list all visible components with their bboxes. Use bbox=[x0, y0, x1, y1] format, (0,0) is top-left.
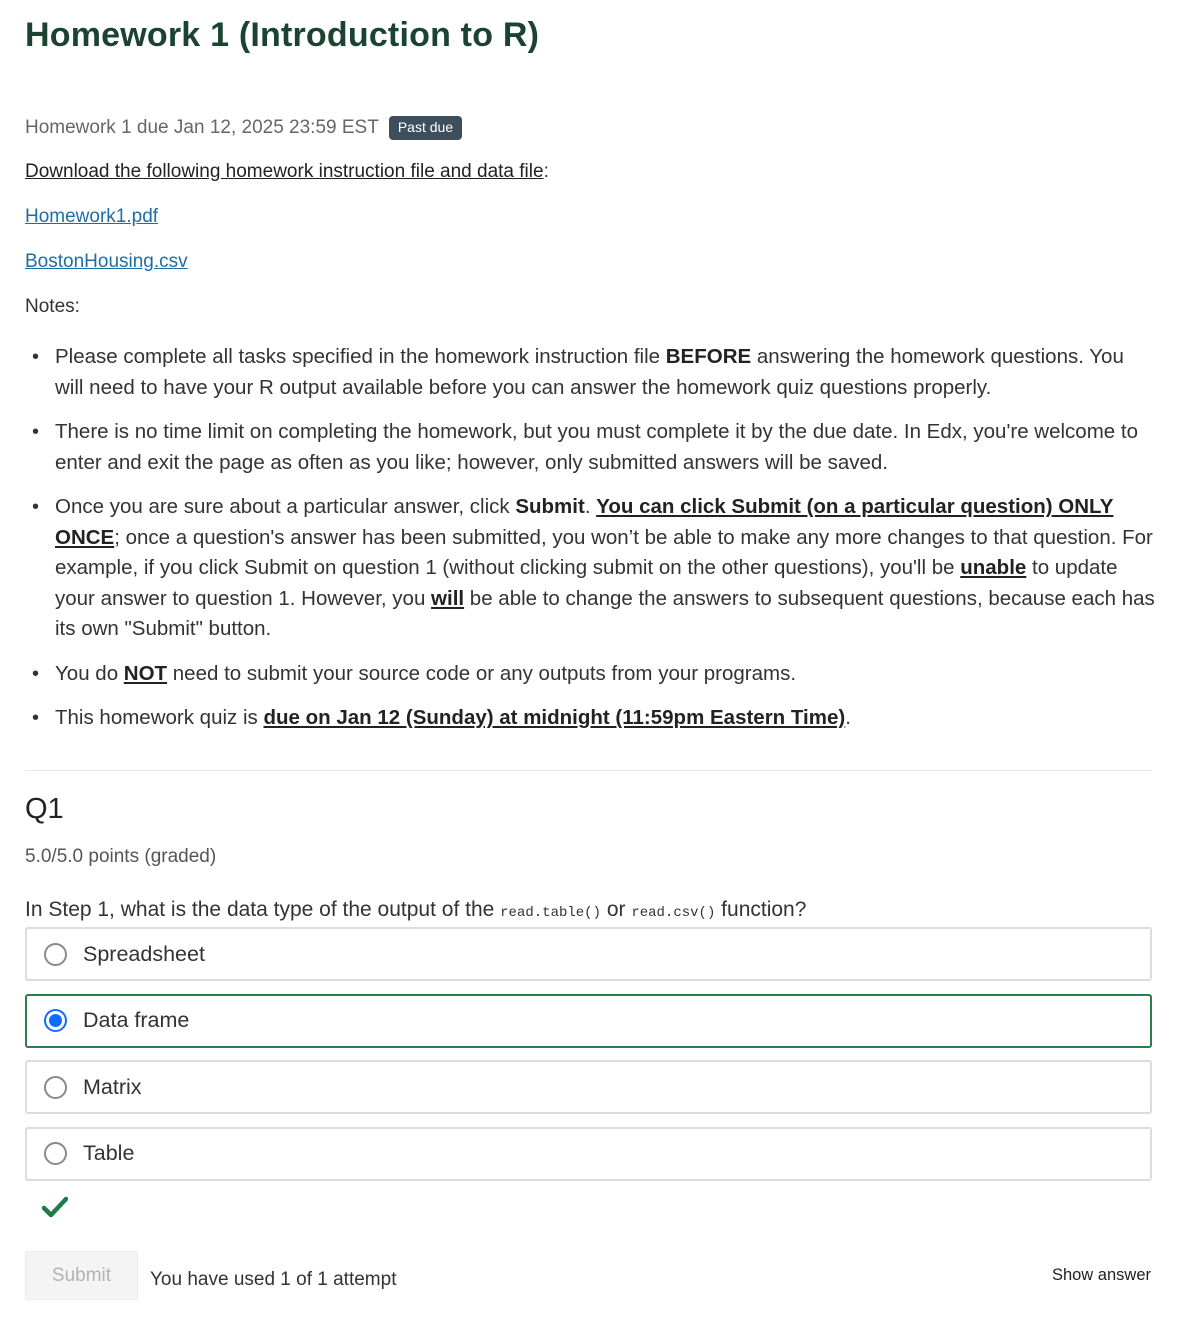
note-text: need to submit your source code or any outputs from your programs. bbox=[167, 661, 797, 685]
note-text: This homework quiz is bbox=[55, 706, 264, 729]
note-emphasis-text: due on Jan 12 (Sunday) at midnight (11:59pm Eastern Time) bbox=[263, 706, 846, 729]
past-due-badge: Past due bbox=[389, 116, 462, 140]
question-points: 5.0/5.0 points (graded) bbox=[25, 846, 217, 867]
note-text: ; once a question's answer has been submitted, you won’t be able to make any more changes to that question. For example, if you click Submit on question 1 (without clicking submit on the other questions), you'll be bbox=[55, 525, 1153, 579]
choice-label: Table bbox=[83, 1141, 135, 1165]
note-item bbox=[25, 492, 1155, 645]
question-prompt bbox=[25, 898, 806, 922]
note-text: There is no time limit on completing the homework, but you must complete it by the due date. In Edx, you're welcome to enter and exit the page as often as you like; however, only submitted answers will be saved. bbox=[55, 420, 1138, 474]
checkmark-icon bbox=[42, 1196, 68, 1223]
file-link-row-pdf bbox=[25, 206, 158, 228]
notes-heading: Notes: bbox=[25, 296, 80, 317]
note-text: be able to change the answers to subsequent questions, because each has its own "Submit" button. bbox=[55, 586, 1155, 640]
note-item bbox=[25, 703, 1155, 734]
submit-button[interactable]: Submit bbox=[25, 1251, 138, 1300]
notes-list bbox=[25, 342, 1155, 748]
prompt-text: function? bbox=[715, 898, 807, 921]
note-text: Please complete all tasks specified in the homework instruction file bbox=[55, 345, 666, 368]
attempts-text: You have used 1 of 1 attempt bbox=[150, 1269, 397, 1290]
radio-button[interactable] bbox=[44, 1142, 67, 1165]
download-colon: : bbox=[543, 161, 549, 182]
note-text: . bbox=[845, 706, 851, 729]
page-title: Homework 1 (Introduction to R) bbox=[25, 16, 540, 54]
code-read-table: read.table() bbox=[500, 905, 601, 921]
note-emphasis-text: NOT bbox=[123, 661, 168, 685]
prompt-text: or bbox=[600, 898, 632, 921]
note-text: . bbox=[584, 495, 597, 518]
choice-label: Matrix bbox=[83, 1074, 142, 1099]
note-bold-text: BEFORE bbox=[665, 345, 752, 368]
choice-label: Data frame bbox=[83, 1008, 190, 1032]
note-item bbox=[25, 659, 1155, 690]
download-instructions bbox=[25, 161, 549, 183]
note-bold-text: Submit bbox=[515, 495, 585, 518]
code-read-csv: read.csv() bbox=[631, 905, 716, 921]
due-info bbox=[25, 116, 462, 140]
note-item bbox=[25, 417, 1155, 478]
boston-housing-csv-link[interactable]: BostonHousing.csv bbox=[25, 251, 188, 272]
note-text: to update your answer to question 1. However, you bbox=[55, 556, 1118, 610]
question-title: Q1 bbox=[25, 793, 64, 825]
note-text: You do bbox=[55, 661, 124, 685]
file-link-row-csv bbox=[25, 251, 188, 273]
prompt-text: In Step 1, what is the data type of the output of the bbox=[25, 898, 501, 921]
note-text: answering the homework questions. You will need to have your R output available before you can answer the homework quiz questions properly. bbox=[55, 345, 1124, 399]
choice-matrix[interactable] bbox=[25, 1060, 1152, 1114]
choice-spreadsheet[interactable] bbox=[25, 927, 1152, 981]
note-emphasis-text: You can click Submit (on a particular question) ONLY ONCE bbox=[55, 495, 1114, 549]
note-text: Once you are sure about a particular answer, click bbox=[55, 495, 516, 518]
show-answer-button[interactable]: Show answer bbox=[1051, 1266, 1151, 1284]
section-divider bbox=[25, 770, 1152, 771]
choice-table[interactable] bbox=[25, 1127, 1152, 1181]
answer-choices bbox=[25, 927, 1152, 1193]
choice-data-frame[interactable] bbox=[25, 994, 1152, 1048]
note-item bbox=[25, 342, 1155, 403]
choice-label: Spreadsheet bbox=[83, 941, 205, 966]
homework-pdf-link[interactable]: Homework1.pdf bbox=[25, 206, 159, 227]
radio-button[interactable] bbox=[44, 943, 67, 966]
download-instructions-text: Download the following homework instruction file and data file bbox=[25, 161, 544, 182]
radio-button[interactable] bbox=[44, 1076, 67, 1099]
due-date-text: Homework 1 due Jan 12, 2025 23:59 EST bbox=[25, 117, 379, 138]
radio-button-selected[interactable] bbox=[44, 1009, 67, 1032]
note-emphasis-text: will bbox=[431, 586, 465, 610]
note-emphasis-text: unable bbox=[960, 556, 1027, 579]
